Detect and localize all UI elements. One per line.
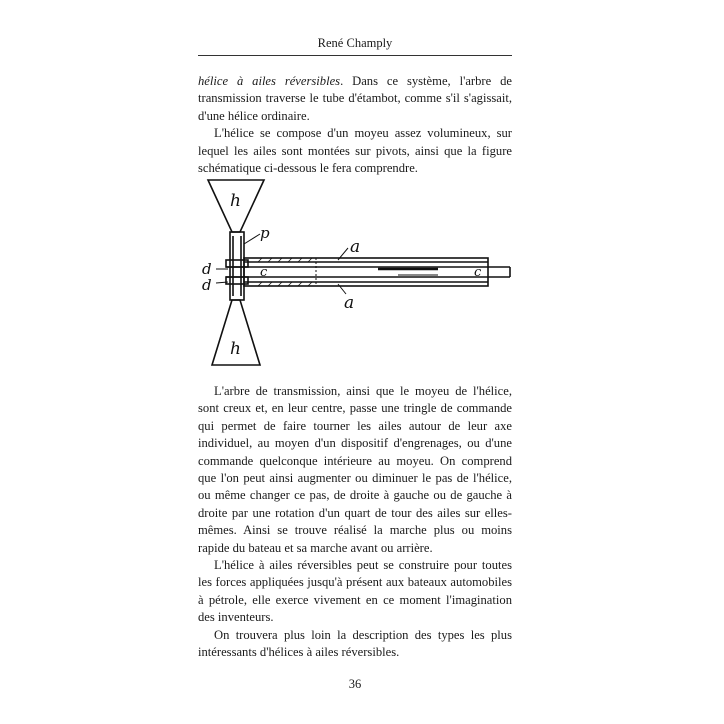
italic-term: hélice à ailes réversibles xyxy=(198,74,341,88)
label-d-bottom: d xyxy=(202,276,212,294)
label-a-bottom: a xyxy=(344,293,355,313)
text-block-top xyxy=(198,73,512,177)
label-c-left: c xyxy=(260,265,268,280)
paragraph: L'arbre de transmission, ainsi que le moyeu de l'hélice, sont creux et, en leur centre, passe une tringle de commande qui permet de faire tourner les ailes autour de leur axe individuel, au moyen d'un dispositif d'engrenages, ou d'une commande quelconque intérieure au moyeu. On comprend que l'on peut ainsi augmenter ou diminuer le pas de l'hélice, ou même changer ce pas, de droite à gauche ou de gauche à droite par une rotation d'un quart de tour des ailes sur elles-mêmes. Ainsi se trouve réalisé la marche plus ou moins rapide du bateau et sa marche avant ou arrière. xyxy=(198,384,512,555)
text-block-bottom xyxy=(198,383,512,662)
label-h-bottom: h xyxy=(230,339,241,359)
paragraph: L'hélice se compose d'un moyeu assez volumineux, sur lequel les ailes sont montées sur pivots, ainsi que la figure schématique ci-dessous le fera comprendre. xyxy=(198,126,512,176)
paragraph: L'hélice à ailes réversibles peut se construire pour toutes les forces appliquées jusqu'à présent aux bateaux automobiles à pétrole, elle exerce vivement en ce moment l'imagination des inventeurs. xyxy=(198,558,512,625)
propeller-diagram xyxy=(198,178,514,378)
label-d-top: d xyxy=(202,260,212,278)
paragraph xyxy=(198,73,512,125)
label-a-top: a xyxy=(350,237,361,257)
propeller-diagram-svg xyxy=(198,178,514,378)
label-p: p xyxy=(260,224,270,242)
header-rule xyxy=(198,55,512,56)
hub xyxy=(230,232,244,300)
label-c-right: c xyxy=(474,265,482,280)
running-header: René Champly xyxy=(317,36,393,50)
page-number: 36 xyxy=(348,677,362,691)
paragraph: On trouvera plus loin la description des types les plus intéressants d'hélices à ailes réversibles. xyxy=(198,627,512,660)
label-h-top: h xyxy=(230,191,241,211)
paragraph-text: . Dans ce système, l'arbre de transmission traverse le tube d'étambot, comme s'il s'agissait, d'une hélice ordinaire. xyxy=(198,74,512,123)
